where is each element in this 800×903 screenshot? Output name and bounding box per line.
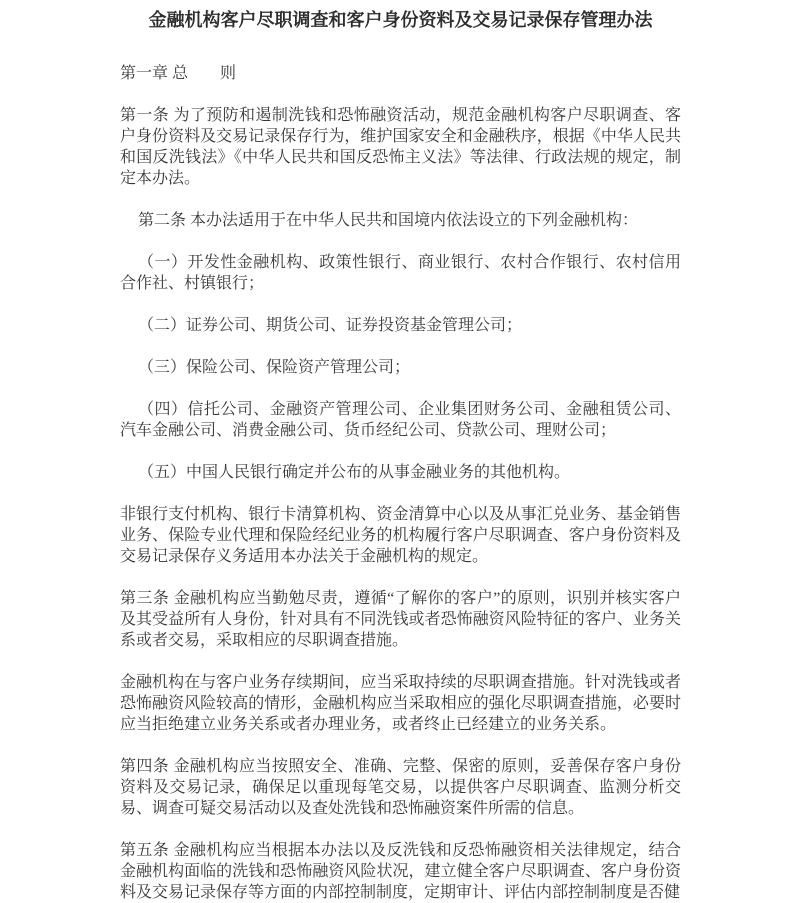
document-title: 金融机构客户尽职调查和客户身份资料及交易记录保存管理办法 (148, 10, 653, 30)
chapter-heading: 第一章 总 则 (120, 65, 237, 82)
para-item-5: （五）中国人民银行确定并公布的从事金融业务的其他机构。 (138, 464, 571, 481)
para-article-3-continued: 金融机构在与客户业务存续期间，应当采取持续的尽职调查措施。针对洗钱或者恐怖融资风险较高的情形，金融机构应当采取相应的强化尽职调查措施，必要时应当拒绝建立业务关系或者办理业务，或者终止已经建立的业务关系。 (120, 674, 681, 733)
para-article-2-supplement: 非银行支付机构、银行卡清算机构、资金清算中心以及从事汇兑业务、基金销售业务、保险专业代理和保险经纪业务的机构履行客户尽职调查、客户身份资料及交易记录保存义务适用本办法关于金融机构的规定。 (120, 506, 681, 565)
para-item-3: （三）保险公司、保险资产管理公司； (138, 359, 411, 376)
para-item-2: （二）证券公司、期货公司、证券投资基金管理公司； (138, 317, 523, 334)
para-item-4: （四）信托公司、金融资产管理公司、企业集团财务公司、金融租赁公司、汽车金融公司、消费金融公司、货币经纪公司、贷款公司、理财公司； (120, 401, 681, 439)
para-item-1: （一）开发性金融机构、政策性银行、商业银行、农村合作银行、农村信用合作社、村镇银行； (120, 254, 681, 292)
para-article-5: 第五条 金融机构应当根据本办法以及反洗钱和反恐怖融资相关法律规定，结合金融机构面临的洗钱和恐怖融资风险状况，建立健全客户尽职调查、客户身份资料及交易记录保存等方面的内部控制制度，定期审计、评估内部控制制度是否健 (120, 842, 681, 901)
para-article-3: 第三条 金融机构应当勤勉尽责，遵循“了解你的客户”的原则，识别并核实客户及其受益所有人身份，针对具有不同洗钱或者恐怖融资风险特征的客户、业务关系或者交易，采取相应的尽职调查措施。 (120, 590, 681, 649)
para-article-1: 第一条 为了预防和遏制洗钱和恐怖融资活动，规范金融机构客户尽职调查、客户身份资料及交易记录保存行为，维护国家安全和金融秩序，根据《中华人民共和国反洗钱法》《中华人民共和国反恐怖主义法》等法律、行政法规的规定，制定本办法。 (120, 107, 681, 187)
para-article-4: 第四条 金融机构应当按照安全、准确、完整、保密的原则，妥善保存客户身份资料及交易记录，确保足以重现每笔交易，以提供客户尽职调查、监测分析交易、调查可疑交易活动以及查处洗钱和恐怖融资案件所需的信息。 (120, 758, 681, 817)
para-article-2: 第二条 本办法适用于在中华人民共和国境内依法设立的下列金融机构： (138, 212, 639, 229)
